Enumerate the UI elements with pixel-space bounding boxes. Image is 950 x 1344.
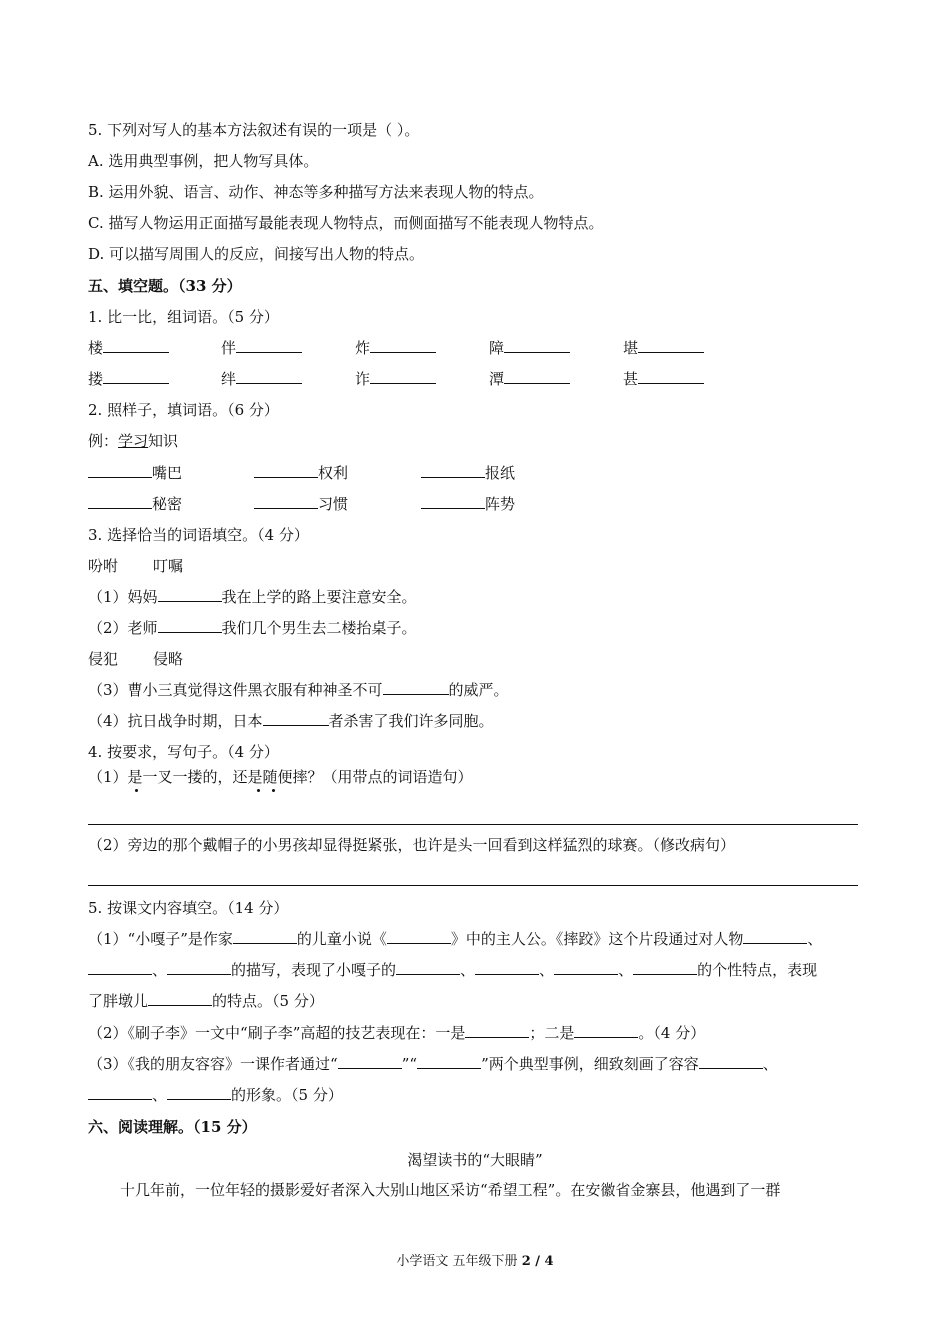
text: 、	[762, 1055, 778, 1073]
text: 的特点。（5 分）	[212, 992, 324, 1010]
s5-q5-p1-line3	[88, 991, 324, 1011]
text: （3）《我的朋友容容》一课作者通过“	[88, 1055, 338, 1073]
word: 嘴巴	[152, 464, 183, 482]
blank[interactable]	[88, 494, 152, 509]
text: 我在上学的路上要注意安全。	[221, 588, 417, 606]
example-word: 学习	[118, 432, 149, 450]
page-number: 2 / 4	[521, 1254, 554, 1269]
char: 障	[489, 339, 505, 357]
s5-q3-sentence4	[88, 711, 494, 731]
blank[interactable]	[475, 960, 539, 975]
char: 伴	[221, 339, 237, 357]
s5-q3-stem: 3. 选择恰当的词语填空。（4 分）	[88, 526, 309, 544]
text: （2）老师	[88, 619, 158, 637]
article-paragraph: 十几年前，一位年轻的摄影爱好者深入大别山地区采访“希望工程”。在安徽省金寨县，他遇到了一群	[120, 1181, 781, 1199]
blank[interactable]	[633, 960, 697, 975]
s5-q2-example	[88, 431, 178, 451]
page-footer	[0, 1250, 950, 1269]
blank[interactable]	[158, 618, 222, 633]
example-suffix: 知识	[148, 432, 179, 450]
text: 我们几个男生去二楼抬桌子。	[221, 619, 417, 637]
text: （2）《刷子李》一文中“刷子李”高超的技艺表现在：一是	[88, 1024, 466, 1042]
text: 的描写，表现了小嘎子的	[231, 961, 397, 979]
s5-q4-sentence1: （1）是一叉一搂的，还是随便摔？（用带点的词语造句）	[88, 768, 473, 786]
blank[interactable]	[638, 338, 704, 353]
text: 。（4 分）	[638, 1024, 706, 1042]
s5-q5-p1-line1	[88, 929, 822, 949]
emphasis-dot	[135, 789, 138, 792]
text: 的儿童小说《	[296, 930, 387, 948]
s5-q4-stem: 4. 按要求，写句子。（4 分）	[88, 743, 279, 761]
char: 诈	[355, 370, 371, 388]
char: 甚	[623, 370, 639, 388]
blank[interactable]	[504, 369, 570, 384]
q5-option-b: B. 运用外貌、语言、动作、神态等多种描写方法来表现人物的特点。	[88, 183, 544, 201]
blank[interactable]	[574, 1023, 638, 1038]
s5-q5-stem: 5. 按课文内容填空。（14 分）	[88, 899, 289, 917]
q5-stem: 5. 下列对写人的基本方法叙述有误的一项是（ ）。	[88, 121, 420, 139]
text: 的形象。（5 分）	[231, 1086, 343, 1104]
blank[interactable]	[254, 494, 318, 509]
text: 、	[807, 930, 823, 948]
blank[interactable]	[370, 338, 436, 353]
blank[interactable]	[158, 587, 222, 602]
blank[interactable]	[88, 1085, 152, 1100]
word-option: 侵略	[153, 650, 184, 668]
blank[interactable]	[103, 369, 169, 384]
q5-option-a: A. 选用典型事例，把人物写具体。	[88, 152, 319, 170]
word: 权利	[318, 464, 349, 482]
section6-title: 六、阅读理解。（15 分）	[88, 1118, 257, 1136]
word: 习惯	[318, 495, 349, 513]
word: 秘密	[152, 495, 183, 513]
text: ”“	[401, 1055, 418, 1073]
s5-q3-sentence2	[88, 618, 417, 638]
s5-q4-sentence2: （2）旁边的那个戴帽子的小男孩却显得挺紧张，也许是头一回看到这样猛烈的球赛。（修改病句）	[88, 836, 736, 854]
text: 的个性特点，表现	[697, 961, 818, 979]
blank[interactable]	[167, 1085, 231, 1100]
word-option: 侵犯	[88, 650, 119, 668]
text: （1）“小嘎子”是作家	[88, 930, 233, 948]
char: 炸	[355, 339, 371, 357]
blank[interactable]	[338, 1054, 402, 1069]
text: 》中的主人公。《摔跤》这个片段通过对人物	[450, 930, 744, 948]
blank[interactable]	[88, 463, 152, 478]
article-title: 渴望读书的“大眼睛”	[407, 1151, 543, 1169]
text: ”两个典型事例，细致刻画了容容	[481, 1055, 699, 1073]
blank[interactable]	[370, 369, 436, 384]
word-option: 吩咐	[88, 557, 119, 575]
example-prefix: 例：	[88, 432, 119, 450]
blank[interactable]	[263, 711, 329, 726]
s5-q3-sentence3	[88, 680, 509, 700]
blank[interactable]	[421, 494, 485, 509]
word: 报纸	[485, 464, 516, 482]
s5-q5-p3-line1	[88, 1054, 778, 1074]
footer-text: 小学语文 五年级下册	[396, 1254, 522, 1269]
answer-line[interactable]	[88, 823, 858, 825]
blank[interactable]	[554, 960, 618, 975]
blank[interactable]	[236, 338, 302, 353]
char: 潭	[489, 370, 505, 388]
text: （4）抗日战争时期，日本	[88, 712, 263, 730]
char: 堪	[623, 339, 639, 357]
s5-q5-p2	[88, 1023, 705, 1043]
blank[interactable]	[396, 960, 460, 975]
text: 了胖墩儿	[88, 992, 149, 1010]
blank[interactable]	[254, 463, 318, 478]
text: 、	[152, 1086, 168, 1104]
word: 阵势	[485, 495, 516, 513]
text: 、	[460, 961, 476, 979]
blank[interactable]	[465, 1023, 529, 1038]
blank[interactable]	[504, 338, 570, 353]
blank[interactable]	[88, 960, 152, 975]
emphasis-dot	[257, 789, 260, 792]
text: 的威严。	[448, 681, 509, 699]
blank[interactable]	[383, 680, 449, 695]
s5-q5-p3-line2	[88, 1085, 343, 1105]
text: 者杀害了我们许多同胞。	[328, 712, 494, 730]
blank[interactable]	[417, 1054, 481, 1069]
q5-option-d: D. 可以描写周围人的反应，间接写出人物的特点。	[88, 245, 425, 263]
text: 、	[539, 961, 555, 979]
text: （1）妈妈	[88, 588, 158, 606]
blank[interactable]	[167, 960, 231, 975]
blank[interactable]	[699, 1054, 763, 1069]
text: 、	[152, 961, 168, 979]
text: 、	[618, 961, 634, 979]
char: 绊	[221, 370, 237, 388]
s5-q1-stem: 1. 比一比，组词语。（5 分）	[88, 308, 279, 326]
char: 楼	[88, 339, 104, 357]
section5-title: 五、填空题。（33 分）	[88, 277, 242, 295]
s5-q2-stem: 2. 照样子，填词语。（6 分）	[88, 401, 279, 419]
q5-option-c: C. 描写人物运用正面描写最能表现人物特点，而侧面描写不能表现人物特点。	[88, 214, 604, 232]
blank[interactable]	[387, 929, 451, 944]
blank[interactable]	[743, 929, 807, 944]
blank[interactable]	[236, 369, 302, 384]
text: （3）曹小三真觉得这件黑衣服有种神圣不可	[88, 681, 383, 699]
blank[interactable]	[148, 991, 212, 1006]
char: 搂	[88, 370, 104, 388]
answer-line[interactable]	[88, 884, 858, 886]
blank[interactable]	[103, 338, 169, 353]
text: ；二是	[529, 1024, 575, 1042]
blank[interactable]	[638, 369, 704, 384]
blank[interactable]	[233, 929, 297, 944]
emphasis-dot	[272, 789, 275, 792]
blank[interactable]	[421, 463, 485, 478]
s5-q5-p1-line2	[88, 960, 817, 980]
word-option: 叮嘱	[153, 557, 184, 575]
s5-q3-sentence1	[88, 587, 417, 607]
